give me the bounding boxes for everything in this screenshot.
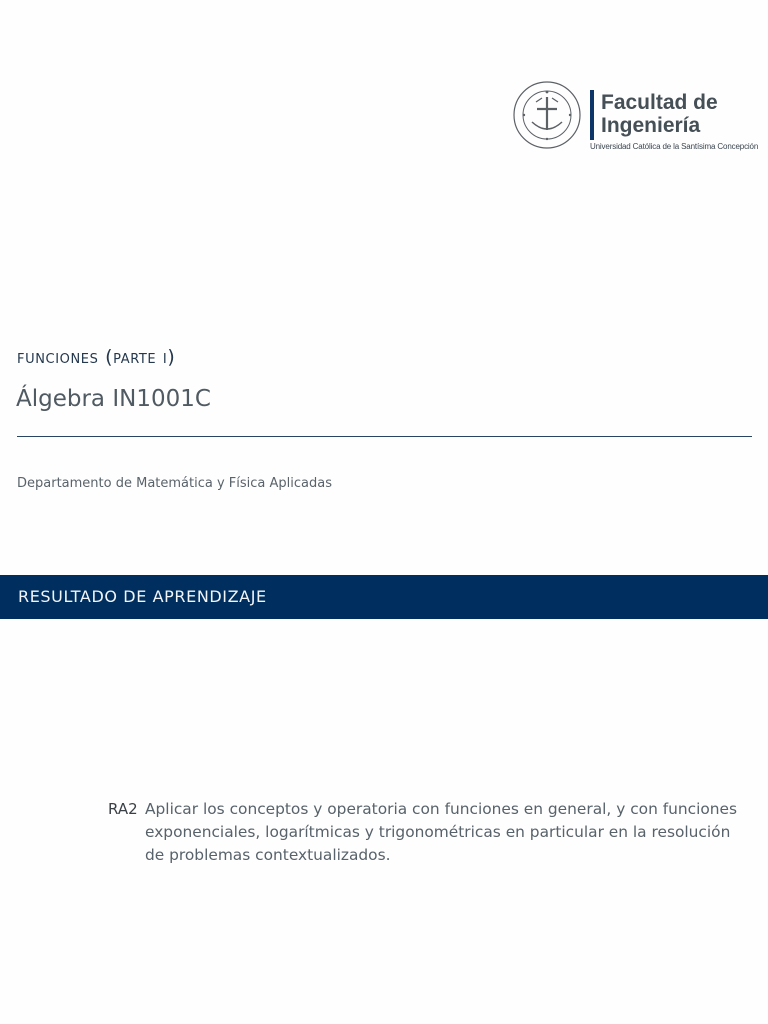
logo-university-name: Universidad Católica de la Santísima Concepción bbox=[590, 142, 759, 151]
logo-line-1: Facultad de bbox=[601, 91, 718, 114]
university-seal-icon bbox=[512, 78, 582, 152]
logo-accent-bar bbox=[590, 90, 594, 140]
faculty-logo bbox=[510, 76, 760, 156]
topic-title: funciones (parte i) bbox=[17, 346, 176, 368]
department-name: Departamento de Matemática y Física Aplicadas bbox=[17, 476, 332, 491]
learning-outcome-text: Aplicar los conceptos y operatoria con funciones en general, y con funciones exponenciales, logarítmicas y trigonométricas en particular en la resolución de problemas contextualizados. bbox=[145, 800, 738, 864]
logo-line-2: Ingeniería bbox=[601, 114, 701, 137]
section-banner bbox=[0, 575, 768, 619]
course-title: Álgebra IN1001C bbox=[16, 386, 211, 412]
title-divider bbox=[17, 436, 752, 437]
learning-outcome-code: RA2 bbox=[108, 800, 138, 818]
section-banner-label: RESULTADO DE APRENDIZAJE bbox=[18, 587, 267, 606]
